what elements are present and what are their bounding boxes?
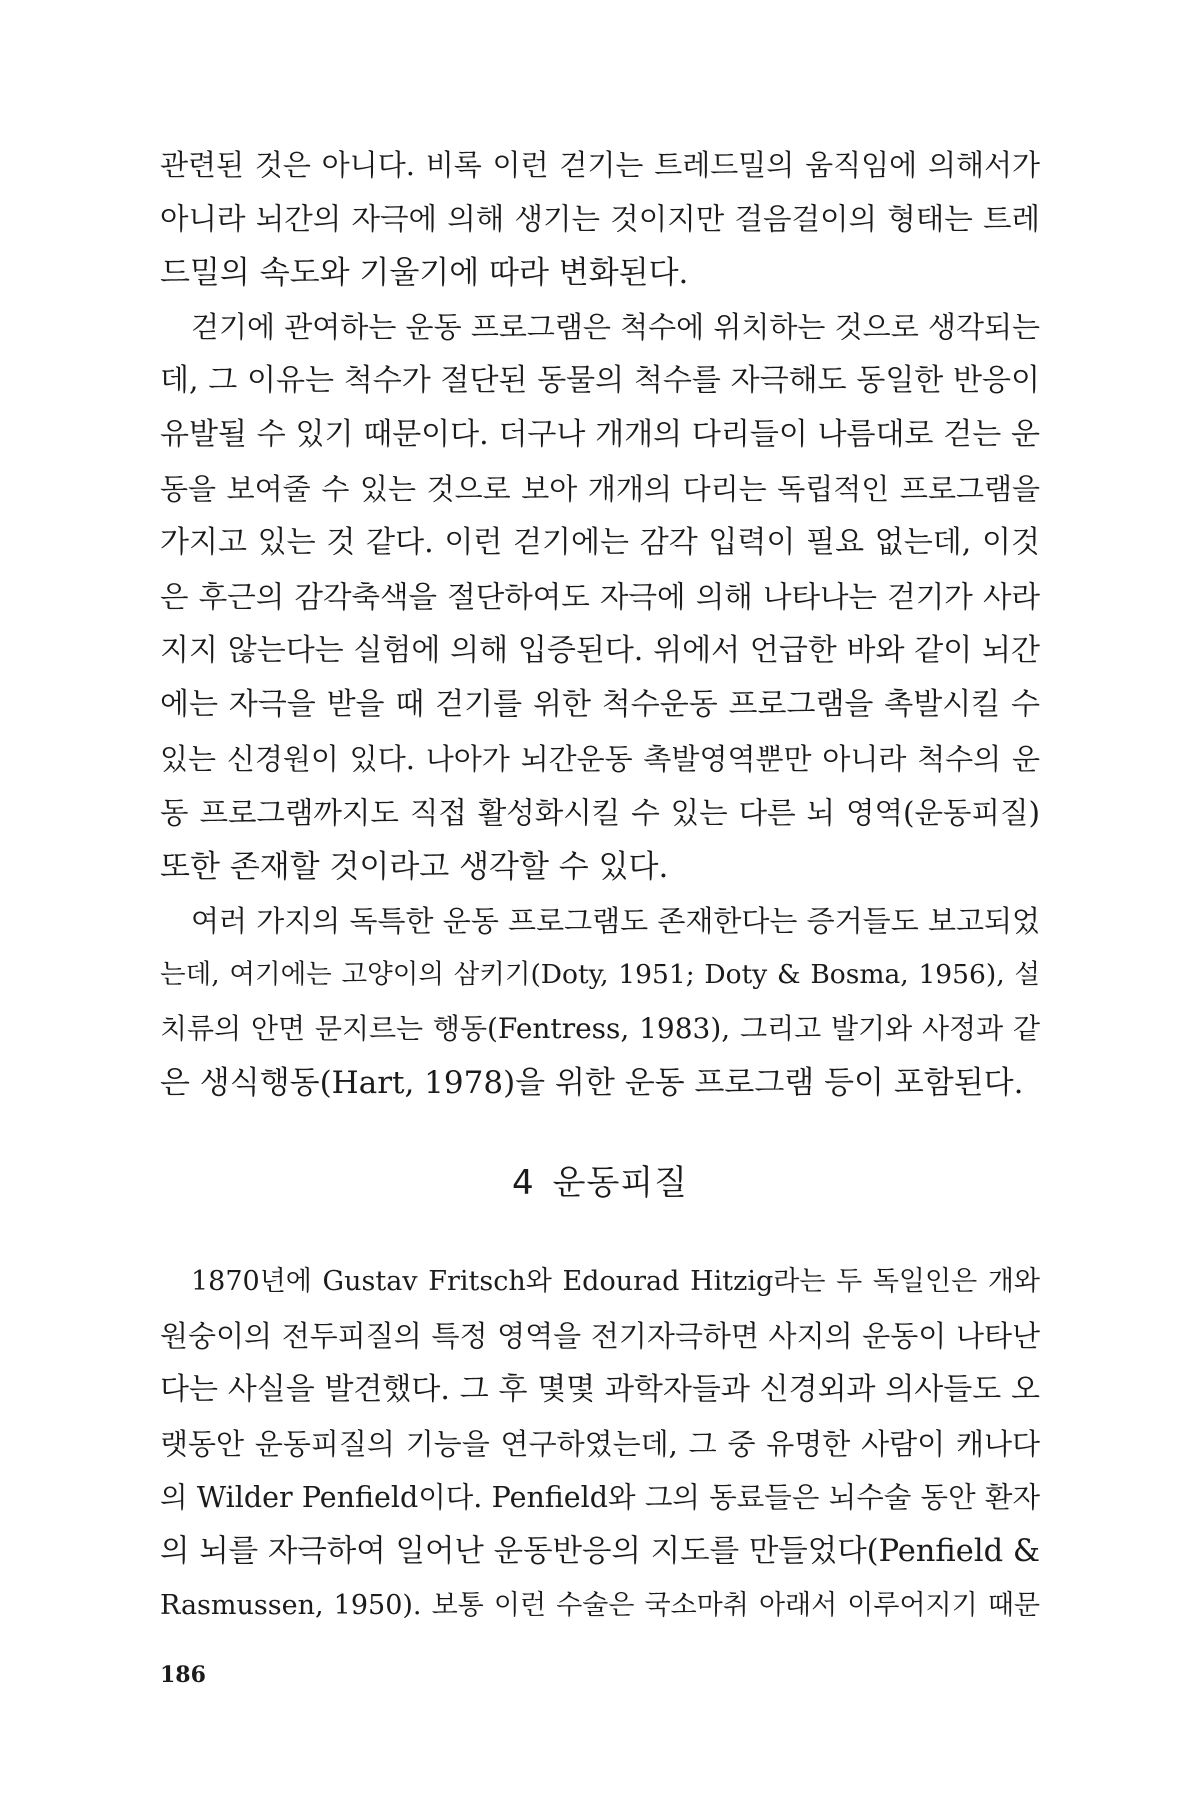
text-line: 데, 그 이유는 척수가 절단된 동물의 척수를 자극해도 동일한 반응이	[160, 363, 1040, 398]
section-heading	[160, 1158, 1040, 1208]
text-line: 치류의 안면 문지르는 행동(Fentress, 1983), 그리고 발기와 사정과 같	[160, 1012, 1040, 1045]
text-line: 은 생식행동(Hart, 1978)을 위한 운동 프로그램 등이 포함된다.	[160, 1065, 1024, 1101]
text-line: 있는 신경원이 있다. 나아가 뇌간운동 촉발영역뿐만 아니라 척수의 운	[160, 742, 1040, 776]
text-line: 은 후근의 감각축색을 절단하여도 자극에 의해 나타나는 걷기가 사라	[160, 580, 1040, 614]
text-line: 동을 보여줄 수 있는 것으로 보아 개개의 다리는 독립적인 프로그램을	[160, 472, 1040, 506]
text-line: 여러 가지의 독특한 운동 프로그램도 존재한다는 증거들도 보고되었	[191, 904, 1040, 938]
text-line: 원숭이의 전두피질의 특정 영역을 전기자극하면 사지의 운동이 나타난	[160, 1319, 1040, 1353]
text-line: 에는 자극을 받을 때 걷기를 위한 척수운동 프로그램을 촉발시킬 수	[160, 687, 1040, 722]
text-line: 가지고 있는 것 같다. 이런 걷기에는 감각 입력이 필요 없는데, 이것	[160, 525, 1040, 560]
text-line: 또한 존재할 것이라고 생각할 수 있다.	[160, 849, 669, 885]
text-line: 는데, 여기에는 고양이의 삼키기(Doty, 1951; Doty & Bosma, 1956), 설	[160, 959, 1040, 990]
text-line: 의 Wilder Penfield이다. Penfield와 그의 동료들은 뇌수술 동안 환자	[160, 1481, 1040, 1514]
text-line: 드밀의 속도와 기울기에 따라 변화된다.	[160, 255, 689, 291]
text-line: 걷기에 관여하는 운동 프로그램은 척수에 위치하는 것으로 생각되는	[191, 310, 1040, 344]
text-line: 동 프로그램까지도 직접 활성화시킬 수 있는 다른 뇌 영역(운동피질)	[160, 796, 1040, 830]
section-title: 운동피질	[552, 1163, 689, 1203]
text-line: 1870년에 Gustav Fritsch와 Edourad Hitzig라는 두 독일인은 개와	[191, 1266, 1040, 1297]
text-line: 랫동안 운동피질의 기능을 연구하였는데, 그 중 유명한 사람이 캐나다	[160, 1427, 1040, 1461]
text-line: 아니라 뇌간의 자극에 의해 생기는 것이지만 걸음걸이의 형태는 트레	[160, 202, 1040, 236]
section-number: 4	[511, 1163, 535, 1203]
text-line: 다는 사실을 발견했다. 그 후 몇몇 과학자들과 신경외과 의사들도 오	[160, 1372, 1040, 1407]
body-text-section-1	[160, 138, 1040, 1110]
text-line: 유발될 수 있기 때문이다. 더구나 개개의 다리들이 나름대로 걷는 운	[160, 417, 1040, 452]
page-number: 186	[160, 1662, 206, 1688]
text-line: 지지 않는다는 실험에 의해 입증된다. 위에서 언급한 바와 같이 뇌간	[160, 633, 1040, 668]
text-line: 의 뇌를 자극하여 일어난 운동반응의 지도를 만들었다(Penfield &	[160, 1534, 1040, 1569]
body-text-section-2	[160, 1255, 1040, 1633]
text-line: 관련된 것은 아니다. 비록 이런 걷기는 트레드밀의 움직임에 의해서가	[160, 148, 1040, 182]
text-line: Rasmussen, 1950). 보통 이런 수술은 국소마취 아래서 이루어지기 때문	[160, 1590, 1040, 1621]
